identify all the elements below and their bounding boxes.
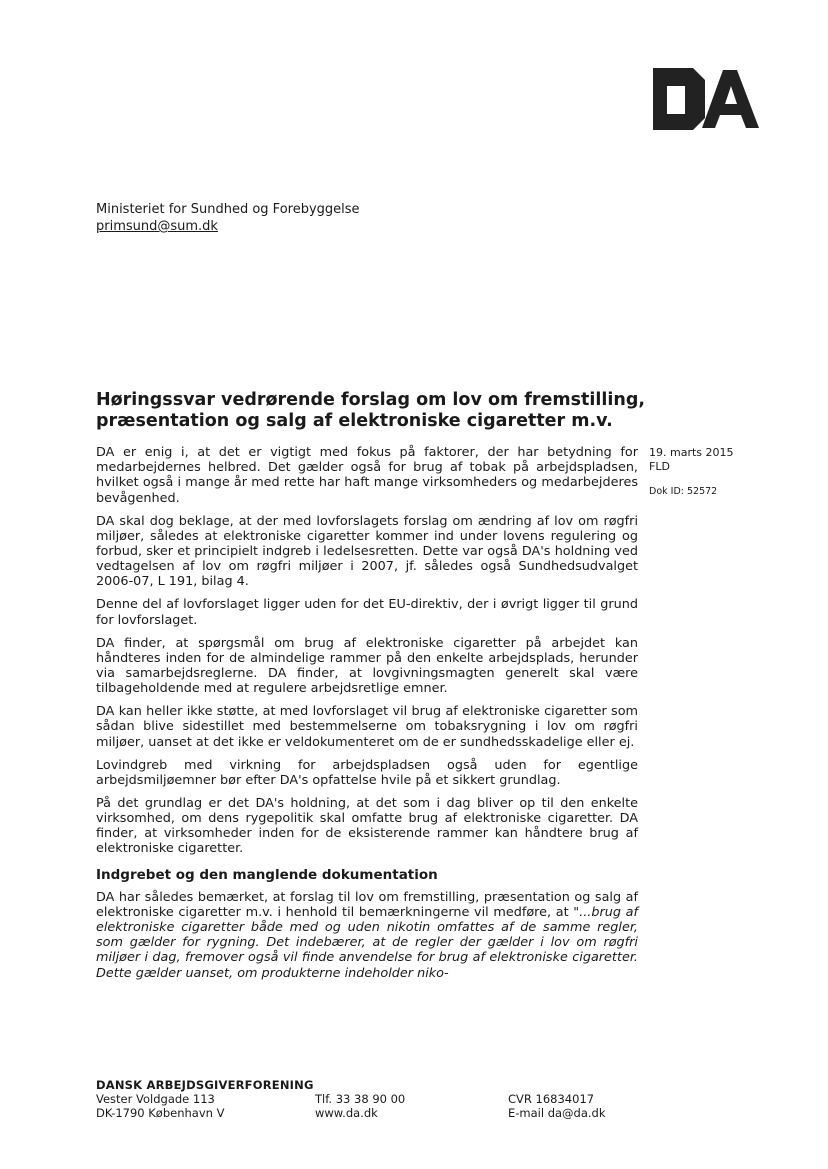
- author-initials: FLD: [649, 460, 670, 473]
- da-logo: [653, 68, 763, 130]
- recipient-block: [96, 201, 360, 235]
- paragraph-1: DA er enig i, at det er vigtigt med fokus på faktorer, der har betydning for medarbejdernes helbred. Det gælder også for brug af tobak på arbejdspladsen, hvilket også i mange år med rette har haft mange virksomheders og medarbejderes bevågenhed.: [96, 445, 638, 506]
- footer-cvr: CVR 16834017: [508, 1092, 595, 1106]
- paragraph-6: Lovindgreb med virkning for arbejdspladsen også uden for egentlige arbejdsmiljøemner bør efter DA's opfattelse hvile på et sikkert grundlag.: [96, 757, 638, 788]
- footer-company-info: [508, 1092, 606, 1120]
- letterhead-footer: [96, 1078, 656, 1120]
- paragraph-8-quote: ...brug af elektroniske cigaretter både med og uden nikotin omfattes af de samme regler, som gælder for rygning. Det indebærer, at de regler der gælder i lov om røgfri miljøer i dag, fremover også vil finde anvendelse for brug af elektroniske cigaretter. Dette gælder uanset, om produkterne indeholder niko-: [96, 904, 638, 981]
- footer-organization: DANSK ARBEJDSGIVERFORENING: [96, 1078, 314, 1092]
- recipient-email-link[interactable]: primsund@sum.dk: [96, 219, 218, 234]
- da-logo-mark: [653, 68, 763, 130]
- paragraph-2: DA skal dog beklage, at der med lovforslagets forslag om ændring af lov om røgfri miljøer, således at elektroniske cigaretter kommer ind under lovens regulering og forbud, sker et principielt indgreb i ledelsesretten. Dette var også DA's holdning ved vedtagelsen af lov om røgfri miljøer i 2007, jf. således også Sundhedsudvalget 2006-07, L 191, bilag 4.: [96, 513, 638, 590]
- footer-website-link[interactable]: www.da.dk: [315, 1106, 378, 1120]
- recipient-name: Ministeriet for Sundhed og Forebyggelse: [96, 202, 360, 217]
- section-heading: Indgrebet og den manglende dokumentation: [96, 866, 438, 883]
- document-title: Høringssvar vedrørende forslag om lov om fremstilling, præsentation og salg af elektroniske cigaretter m.v.: [96, 390, 646, 431]
- footer-email-link[interactable]: E-mail da@da.dk: [508, 1106, 606, 1120]
- footer-contact: [315, 1092, 405, 1120]
- paragraph-5: DA kan heller ikke støtte, at med lovforslaget vil brug af elektroniske cigaretter som sådan blive sidestillet med bestemmelserne om tobaksrygning i lov om røgfri miljøer, uanset at det ikke er veldokumenteret om de er sundhedsskadelige eller ej.: [96, 704, 638, 750]
- document-date: 19. marts 2015: [649, 446, 734, 459]
- letter-body: [96, 445, 638, 989]
- footer-city: DK-1790 København V: [96, 1106, 225, 1120]
- paragraph-3: Denne del af lovforslaget ligger uden for det EU-direktiv, der i øvrigt ligger til grund for lovforslaget.: [96, 597, 638, 628]
- footer-street: Vester Voldgade 113: [96, 1092, 215, 1106]
- footer-phone: Tlf. 33 38 90 00: [315, 1092, 406, 1106]
- footer-address: [96, 1092, 224, 1120]
- paragraph-7: På det grundlag er det DA's holdning, at det som i dag bliver op til den enkelte virksomhed, om dens rygepolitik skal omfatte brug af elektroniske cigaretter. DA finder, at virksomheder inden for de eksisterende rammer kan håndtere brug af elektroniske cigaretter.: [96, 795, 638, 857]
- paragraph-4: DA finder, at spørgsmål om brug af elektroniske cigaretter på arbejdet kan håndteres inden for de almindelige rammer på den enkelte arbejdsplads, herunder via samarbejdsreglerne. DA finder, at lovgivningsmagten generelt skal være tilbageholdende med at regulere arbejdsretlige emner.: [96, 635, 638, 697]
- paragraph-8-intro: DA har således bemærket, at forslag til lov om fremstilling, præsentation og salg af elektroniske cigaretter m.v. i henhold til bemærkningerne vil medføre, at ": [96, 889, 638, 920]
- paragraph-8: [96, 890, 638, 981]
- document-id: Dok ID: 52572: [649, 486, 718, 497]
